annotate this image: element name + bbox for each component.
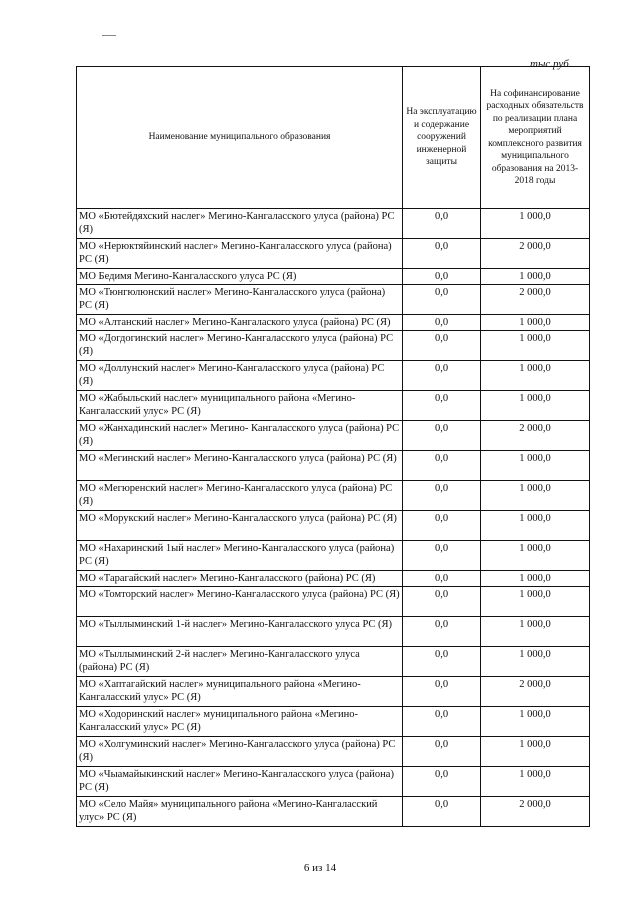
row-name-cell: МО «Жанхадинский наслег» Мегино- Кангаласского улуса (района) РС (Я) — [77, 421, 403, 451]
row-cofinancing-cell: 1 000,0 — [481, 647, 590, 677]
unit-label: тыс.руб. — [530, 58, 572, 70]
row-cofinancing-cell: 2 000,0 — [481, 677, 590, 707]
row-name-cell: МО «Бютейдяхский наслег» Мегино-Кангаласского улуса (района) РС (Я) — [77, 209, 403, 239]
row-maintenance-cell: 0,0 — [403, 361, 481, 391]
page-number: 6 из 14 — [303, 862, 337, 874]
row-name-cell: МО «Село Майя» муниципального района «Мегино-Кангаласский улус» РС (Я) — [77, 797, 403, 827]
header-cofinancing: На софинансирование расходных обязательств по реализации плана мероприятий комплексного развития муниципального образования на 2013-2018 годы — [481, 67, 590, 209]
table-row — [77, 269, 590, 285]
row-cofinancing-cell: 1 000,0 — [481, 209, 590, 239]
row-cofinancing-cell: 1 000,0 — [481, 587, 590, 617]
row-maintenance-cell: 0,0 — [403, 421, 481, 451]
row-name-cell: МО «Тарагайский наслег» Мегино-Кангаласского (района) РС (Я) — [77, 571, 403, 587]
row-maintenance-cell: 0,0 — [403, 269, 481, 285]
row-maintenance-cell: 0,0 — [403, 239, 481, 269]
table-row — [77, 391, 590, 421]
row-maintenance-cell: 0,0 — [403, 209, 481, 239]
header-name: Наименование муниципального образования — [77, 67, 403, 209]
table-row — [77, 797, 590, 827]
table-row — [77, 361, 590, 391]
row-maintenance-cell: 0,0 — [403, 767, 481, 797]
row-cofinancing-cell: 2 000,0 — [481, 421, 590, 451]
row-name-cell: МО «Жабыльский наслег» муниципального района «Мегино-Кангаласский улус» РС (Я) — [77, 391, 403, 421]
table-row — [77, 481, 590, 511]
funding-table — [76, 66, 590, 827]
row-name-cell: МО «Чыамайыкинский наслег» Мегино-Кангаласского улуса (района) РС (Я) — [77, 767, 403, 797]
row-name-cell: МО «Мегинский наслег» Мегино-Кангаласского улуса (района) РС (Я) — [77, 451, 403, 481]
row-name-cell: МО «Нахаринский 1ый наслег» Мегино-Кангаласского улуса (района) РС (Я) — [77, 541, 403, 571]
row-maintenance-cell: 0,0 — [403, 587, 481, 617]
row-maintenance-cell: 0,0 — [403, 571, 481, 587]
row-maintenance-cell: 0,0 — [403, 677, 481, 707]
row-cofinancing-cell: 1 000,0 — [481, 451, 590, 481]
row-maintenance-cell: 0,0 — [403, 481, 481, 511]
row-name-cell: МО Бедимя Мегино-Кангаласского улуса РС (Я) — [77, 269, 403, 285]
row-name-cell: МО «Алтанский наслег» Мегино-Кангалаского улуса (района) РС (Я) — [77, 315, 403, 331]
row-name-cell: МО «Мегюренский наслег» Мегино-Кангаласского улуса (района) РС (Я) — [77, 481, 403, 511]
header-maintenance: На эксплуатацию и содержание сооружений инженерной защиты — [403, 67, 481, 209]
table-row — [77, 421, 590, 451]
table-row — [77, 707, 590, 737]
row-cofinancing-cell: 1 000,0 — [481, 481, 590, 511]
table-row — [77, 451, 590, 481]
row-name-cell: МО «Доллунский наслег» Мегино-Кангаласского улуса (района) РС (Я) — [77, 361, 403, 391]
row-maintenance-cell: 0,0 — [403, 541, 481, 571]
row-cofinancing-cell: 1 000,0 — [481, 269, 590, 285]
table-row — [77, 587, 590, 617]
table-row — [77, 541, 590, 571]
table-row — [77, 315, 590, 331]
table-row — [77, 737, 590, 767]
table-row — [77, 767, 590, 797]
table-row — [77, 617, 590, 647]
table-row — [77, 239, 590, 269]
table-row — [77, 209, 590, 239]
row-name-cell: МО «Догдогинский наслег» Мегино-Кангаласского улуса (района) РС (Я) — [77, 331, 403, 361]
row-cofinancing-cell: 1 000,0 — [481, 391, 590, 421]
row-maintenance-cell: 0,0 — [403, 331, 481, 361]
row-cofinancing-cell: 1 000,0 — [481, 707, 590, 737]
table-row — [77, 571, 590, 587]
row-name-cell: МО «Тыллыминский 2-й наслег» Мегино-Кангаласского улуса (района) РС (Я) — [77, 647, 403, 677]
row-cofinancing-cell: 2 000,0 — [481, 285, 590, 315]
row-cofinancing-cell: 1 000,0 — [481, 541, 590, 571]
table-row — [77, 511, 590, 541]
row-maintenance-cell: 0,0 — [403, 451, 481, 481]
row-cofinancing-cell: 1 000,0 — [481, 511, 590, 541]
row-cofinancing-cell: 1 000,0 — [481, 571, 590, 587]
table-row — [77, 331, 590, 361]
row-name-cell: МО «Ходоринский наслег» муниципального района «Мегино-Кангаласский улус» РС (Я) — [77, 707, 403, 737]
row-cofinancing-cell: 1 000,0 — [481, 617, 590, 647]
row-name-cell: МО «Нерюктяйинский наслег» Мегино-Кангаласского улуса (района) РС (Я) — [77, 239, 403, 269]
table-row — [77, 647, 590, 677]
row-maintenance-cell: 0,0 — [403, 647, 481, 677]
row-cofinancing-cell: 1 000,0 — [481, 331, 590, 361]
scan-mark — [102, 35, 116, 36]
row-maintenance-cell: 0,0 — [403, 617, 481, 647]
row-cofinancing-cell: 2 000,0 — [481, 797, 590, 827]
row-cofinancing-cell: 2 000,0 — [481, 239, 590, 269]
row-name-cell: МО «Морукский наслег» Мегино-Кангаласского улуса (района) РС (Я) — [77, 511, 403, 541]
row-maintenance-cell: 0,0 — [403, 797, 481, 827]
row-cofinancing-cell: 1 000,0 — [481, 767, 590, 797]
row-cofinancing-cell: 1 000,0 — [481, 737, 590, 767]
row-maintenance-cell: 0,0 — [403, 285, 481, 315]
row-maintenance-cell: 0,0 — [403, 391, 481, 421]
row-name-cell: МО «Томторский наслег» Мегино-Кангаласского улуса (района) РС (Я) — [77, 587, 403, 617]
row-name-cell: МО «Холгуминский наслег» Мегино-Кангаласского улуса (района) РС (Я) — [77, 737, 403, 767]
row-cofinancing-cell: 1 000,0 — [481, 315, 590, 331]
table-body — [77, 209, 590, 827]
row-name-cell: МО «Тыллыминский 1-й наслег» Мегино-Кангаласского улуса РС (Я) — [77, 617, 403, 647]
row-maintenance-cell: 0,0 — [403, 707, 481, 737]
row-maintenance-cell: 0,0 — [403, 737, 481, 767]
table-row — [77, 285, 590, 315]
row-name-cell: МО «Хаптагайский наслег» муниципального района «Мегино-Кангаласский улус» РС (Я) — [77, 677, 403, 707]
row-maintenance-cell: 0,0 — [403, 315, 481, 331]
row-name-cell: МО «Тюнгюлюнский наслег» Мегино-Кангаласского улуса (района) РС (Я) — [77, 285, 403, 315]
table-row — [77, 677, 590, 707]
row-maintenance-cell: 0,0 — [403, 511, 481, 541]
row-cofinancing-cell: 1 000,0 — [481, 361, 590, 391]
